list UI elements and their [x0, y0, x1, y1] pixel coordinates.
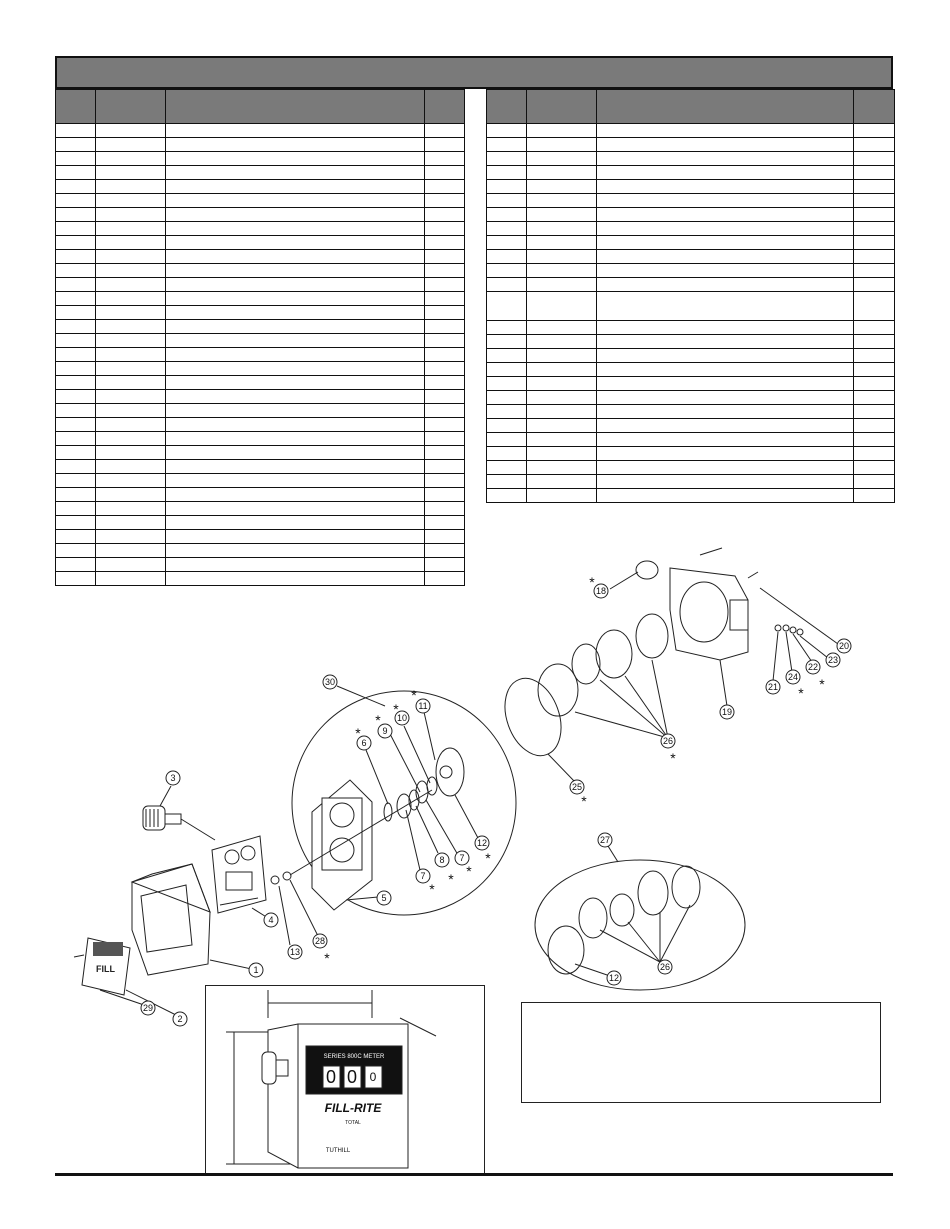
callout-12	[475, 836, 489, 850]
meter-maker-label: TUTHILL	[325, 1148, 351, 1154]
svg-text:7: 7	[459, 853, 465, 863]
asterisk-marker: *	[324, 950, 330, 966]
svg-text:3: 3	[170, 773, 176, 783]
meter-reset-label: RESET TO ZERO	[328, 1095, 378, 1101]
callout-1	[249, 963, 263, 977]
svg-text:2: 2	[177, 1014, 183, 1024]
register-counter-part	[212, 836, 266, 913]
meter-housing-part	[312, 780, 372, 910]
asterisk-marker: *	[393, 701, 399, 717]
meter-digit-3: 0	[369, 1070, 377, 1084]
callout-11	[416, 699, 430, 713]
svg-text:23: 23	[827, 655, 839, 665]
svg-text:10: 10	[396, 713, 408, 723]
callout-26-lower	[658, 960, 672, 974]
asterisk-marker: *	[485, 850, 491, 866]
reset-knob-part	[143, 806, 215, 840]
asterisk-marker: *	[429, 881, 435, 897]
asterisk-marker: *	[589, 574, 595, 590]
asterisk-marker: *	[670, 750, 676, 766]
callout-29	[141, 1001, 155, 1015]
asterisk-marker: *	[375, 712, 381, 728]
callout-22	[806, 660, 820, 674]
svg-text:24: 24	[787, 672, 799, 682]
asterisk-marker: *	[581, 793, 587, 809]
meter-series-label: SERIES 800C METER	[323, 1054, 385, 1060]
asterisk-marker: *	[448, 871, 454, 887]
callout-5	[377, 891, 391, 905]
ring-lower-part	[672, 866, 700, 908]
svg-text:1: 1	[253, 965, 259, 975]
vane-lower-part	[610, 894, 634, 926]
spacer-28-part	[283, 872, 291, 880]
o-ring-6-part	[384, 803, 392, 821]
callout-12-lower	[607, 971, 621, 985]
svg-text:18: 18	[595, 586, 607, 596]
fitting-24-part	[783, 625, 789, 631]
callout-21	[766, 680, 780, 694]
cam-26c-part	[596, 630, 632, 678]
callout-23	[826, 653, 840, 667]
svg-text:9: 9	[382, 726, 388, 736]
svg-text:11: 11	[418, 701, 428, 711]
svg-text:12: 12	[476, 838, 488, 848]
callout-20	[837, 639, 851, 653]
callout-18	[594, 584, 608, 598]
svg-text:13: 13	[289, 947, 301, 957]
svg-text:30: 30	[324, 677, 336, 687]
svg-text:29: 29	[142, 1003, 154, 1013]
meter-total-label: TOTAL	[345, 1120, 361, 1126]
asterisk-marker: *	[798, 685, 804, 701]
svg-text:28: 28	[314, 936, 326, 946]
seal-9-part	[416, 781, 428, 803]
callout-19	[720, 705, 734, 719]
callout-4	[264, 913, 278, 927]
callout-25	[570, 780, 584, 794]
callout-24	[786, 670, 800, 684]
svg-text:22: 22	[807, 662, 819, 672]
end-cover-12-part	[436, 748, 464, 796]
o-ring-25-part	[495, 671, 571, 764]
end-cover-lower-part	[548, 926, 584, 974]
subassembly-27-outline	[535, 860, 745, 990]
callout-2	[173, 1012, 187, 1026]
asterisk-marker: *	[466, 863, 472, 879]
asterisk-marker: *	[819, 676, 825, 692]
fitting-21-part	[775, 625, 781, 631]
svg-text:21: 21	[767, 682, 779, 692]
callout-27	[598, 833, 612, 847]
rotor-26a-part	[538, 664, 578, 716]
callout-30	[323, 675, 337, 689]
meter-brand-logo: FILL-RITE	[324, 1101, 382, 1115]
snap-ring-part	[636, 561, 658, 579]
face-plate-part	[74, 938, 130, 995]
svg-text:25: 25	[571, 782, 583, 792]
meter-digit-1: 0	[325, 1067, 337, 1087]
svg-text:19: 19	[721, 707, 733, 717]
washer-13-part	[271, 876, 279, 884]
callout-28	[313, 934, 327, 948]
callout-7a	[416, 869, 430, 883]
cam-lower-part	[638, 871, 668, 915]
outlet-housing-part	[670, 548, 758, 660]
fitting-23-part	[797, 629, 803, 635]
svg-text:27: 27	[599, 835, 611, 845]
callout-26-upper	[661, 734, 675, 748]
svg-text:20: 20	[838, 641, 850, 651]
cover-box-part	[132, 864, 210, 975]
asterisk-marker: *	[355, 725, 361, 741]
svg-text:12: 12	[608, 973, 620, 983]
svg-text:26: 26	[662, 736, 674, 746]
fitting-22-part	[790, 627, 796, 633]
callout-3	[166, 771, 180, 785]
svg-text:8: 8	[439, 855, 445, 865]
svg-text:7: 7	[420, 871, 426, 881]
meter-digit-2: 0	[346, 1067, 358, 1087]
ring-26d-part	[636, 614, 668, 658]
asterisk-marker: *	[411, 687, 417, 703]
svg-text:FILL: FILL	[96, 964, 115, 974]
callout-8	[435, 853, 449, 867]
callout-13	[288, 945, 302, 959]
svg-text:26: 26	[659, 962, 671, 972]
svg-text:5: 5	[381, 893, 387, 903]
svg-text:6: 6	[361, 738, 367, 748]
svg-text:4: 4	[268, 915, 274, 925]
